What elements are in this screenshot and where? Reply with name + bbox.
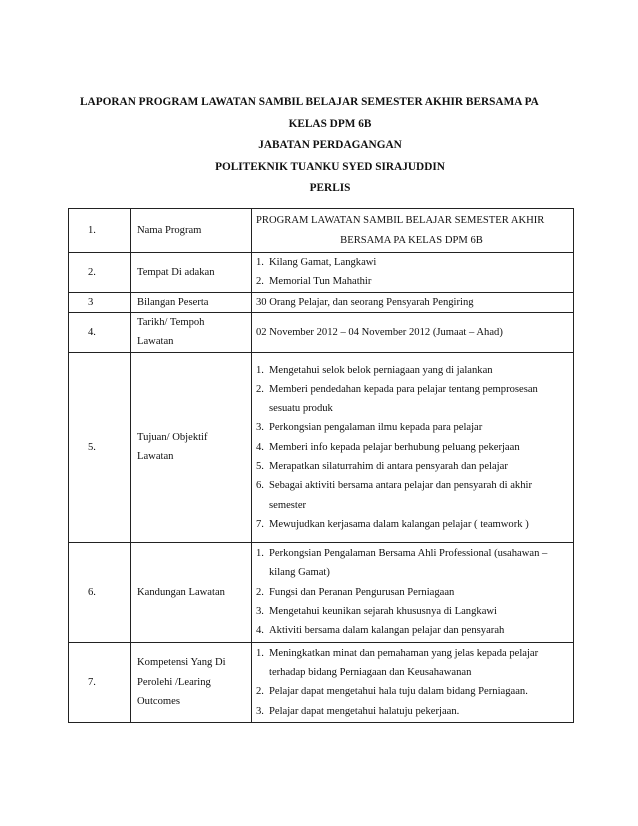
row-value <box>252 352 574 542</box>
list-item-number: 2. <box>256 686 264 698</box>
row-label-line: Tujuan/ Objektif <box>137 432 208 444</box>
list-item-number: 4. <box>256 441 264 453</box>
table-row <box>69 209 574 253</box>
list-item <box>256 682 567 701</box>
list-item-text: Memorial Tun Mahathir <box>269 276 372 288</box>
row-value: 30 Orang Pelajar, dan seorang Pensyarah Pengiring <box>252 292 574 312</box>
row-number: 3 <box>69 292 131 312</box>
table-row <box>69 312 574 352</box>
row-number: 7. <box>69 642 131 722</box>
header-state: PERLIS <box>309 182 351 195</box>
list-item-number: 6. <box>256 480 264 492</box>
row-label-line: Tarikh/ Tempoh <box>137 317 205 329</box>
row-label-line: Outcomes <box>137 696 180 708</box>
table-row <box>69 253 574 293</box>
header-title-line-2: KELAS DPM 6B <box>288 117 372 130</box>
list-item-number: 4. <box>256 625 264 637</box>
list-item-text: Memberi pendedahan kepada para pelajar tentang pemprosesan <box>269 383 538 395</box>
list-item <box>256 644 567 683</box>
document-header <box>70 92 590 200</box>
table-row <box>69 292 574 312</box>
list-item-number: 1. <box>256 647 264 659</box>
row-number: 1. <box>69 209 131 253</box>
list-item-text: semester <box>269 499 307 511</box>
row-label <box>131 312 252 352</box>
list-item-text: Aktiviti bersama dalam kalangan pelajar dan pensyarah <box>269 625 505 637</box>
list-item <box>256 361 567 380</box>
row-label-line: Lawatan <box>137 336 174 348</box>
list-item-text: Mengetahui keunikan sejarah khususnya di Langkawi <box>269 606 497 618</box>
list-item-number: 7. <box>256 518 264 530</box>
list-item-number: 5. <box>256 461 264 473</box>
list-item-text: Kilang Gamat, Langkawi <box>269 257 377 268</box>
list-item <box>256 583 567 602</box>
row-number: 5. <box>69 352 131 542</box>
list-item-text: Fungsi dan Peranan Pengurusan Perniagaan <box>269 586 455 598</box>
list-item <box>256 438 567 457</box>
header-title-line-1: LAPORAN PROGRAM LAWATAN SAMBIL BELAJAR SEMESTER AKHIR BERSAMA PA <box>80 96 539 108</box>
row-label: Kandungan Lawatan <box>131 542 252 642</box>
list-item <box>256 476 567 515</box>
header-department: JABATAN PERDAGANGAN <box>258 139 402 152</box>
row-value <box>252 253 574 293</box>
list-item <box>256 380 567 419</box>
row-number: 4. <box>69 312 131 352</box>
list-item <box>256 621 567 640</box>
header-institution: POLITEKNIK TUANKU SYED SIRAJUDDIN <box>215 160 445 173</box>
list-item-text: kilang Gamat) <box>269 567 330 579</box>
row-label: Tempat Di adakan <box>131 253 252 293</box>
list-item-text: Perkongsian pengalaman ilmu kepada para pelajar <box>269 422 483 434</box>
list-item <box>256 544 567 583</box>
table-row <box>69 642 574 722</box>
list-item <box>256 702 567 721</box>
list-item-text: Pelajar dapat mengetahui hala tuju dalam bidang Perniagaan. <box>269 686 528 698</box>
table-row <box>69 352 574 542</box>
list-item <box>256 253 567 272</box>
list-item-number: 1. <box>256 364 264 376</box>
list-item-text: Meningkatkan minat dan pemahaman yang jelas kepada pelajar <box>269 647 539 659</box>
list-item <box>256 457 567 476</box>
list-item-text: Perkongsian Pengalaman Bersama Ahli Professional (usahawan – <box>269 548 548 560</box>
table-row <box>69 542 574 642</box>
row-label-line: Kompetensi Yang Di <box>137 657 226 669</box>
row-value-line: PROGRAM LAWATAN SAMBIL BELAJAR SEMESTER AKHIR <box>256 215 545 227</box>
list-item-number: 3. <box>256 422 264 434</box>
list-item-number: 3. <box>256 606 264 618</box>
row-number: 2. <box>69 253 131 293</box>
row-label-line: Perolehi /Learing <box>137 676 211 688</box>
list-item-text: sesuatu produk <box>269 403 333 415</box>
list-item-number: 1. <box>256 548 264 560</box>
list-item-number: 2. <box>256 383 264 395</box>
list-item-text: terhadap bidang Perniagaan dan Keusahawanan <box>269 667 472 679</box>
row-value <box>252 209 574 253</box>
row-value <box>252 542 574 642</box>
list-item-number: 2. <box>256 276 264 288</box>
row-value-line: BERSAMA PA KELAS DPM 6B <box>340 234 483 246</box>
list-item-text: Pelajar dapat mengetahui halatuju pekerjaan. <box>269 705 460 717</box>
list-item-number: 3. <box>256 705 264 717</box>
list-item <box>256 515 567 534</box>
row-label: Bilangan Peserta <box>131 292 252 312</box>
list-item <box>256 602 567 621</box>
list-item-text: Sebagai aktiviti bersama antara pelajar dan pensyarah di akhir <box>269 480 532 492</box>
row-label <box>131 642 252 722</box>
list-item <box>256 272 567 291</box>
row-value: 02 November 2012 – 04 November 2012 (Jumaat – Ahad) <box>252 312 574 352</box>
row-number: 6. <box>69 542 131 642</box>
list-item-number: 2. <box>256 586 264 598</box>
list-item-text: Mengetahui selok belok perniagaan yang di jalankan <box>269 364 493 376</box>
list-item-text: Merapatkan silaturrahim di antara pensyarah dan pelajar <box>269 461 508 473</box>
list-item-number: 1. <box>256 257 264 268</box>
report-table <box>68 208 574 723</box>
row-value <box>252 642 574 722</box>
list-item-text: Mewujudkan kerjasama dalam kalangan pelajar ( teamwork ) <box>269 518 529 530</box>
list-item-text: Memberi info kepada pelajar berhubung peluang pekerjaan <box>269 441 520 453</box>
list-item <box>256 418 567 437</box>
row-label: Nama Program <box>131 209 252 253</box>
row-label-line: Lawatan <box>137 451 174 463</box>
row-label <box>131 352 252 542</box>
